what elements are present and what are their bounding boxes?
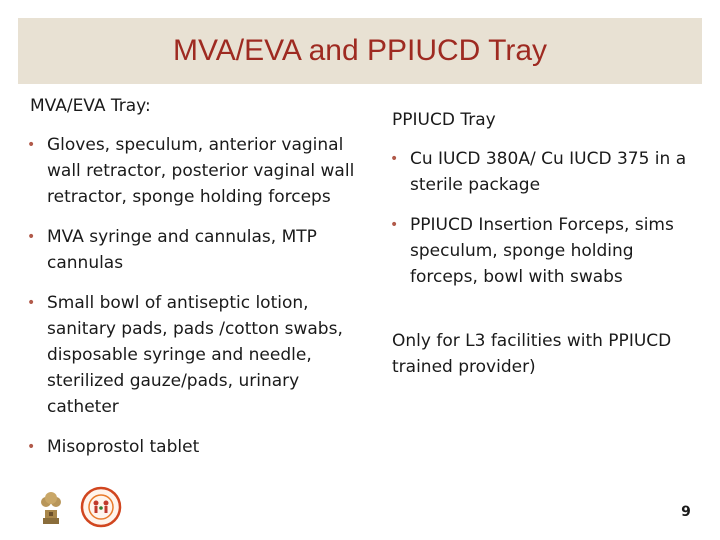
list-item-text: Small bowl of antiseptic lotion, sanitary pads, pads /cotton swabs, disposable syringe and needle, sterilized gauze/pads, urinary catheter <box>47 293 343 417</box>
mva-eva-item-list <box>27 132 367 460</box>
list-item <box>390 212 706 290</box>
list-item-text: Cu IUCD 380A/ Cu IUCD 375 in a sterile package <box>410 149 687 195</box>
list-item <box>27 132 367 210</box>
bullet-icon: • <box>390 217 399 233</box>
bullet-icon: • <box>27 439 36 455</box>
bullet-icon: • <box>390 151 399 167</box>
list-item-text: PPIUCD Insertion Forceps, sims speculum, sponge holding forceps, bowl with swabs <box>410 215 674 287</box>
slide-title: MVA/EVA and PPIUCD Tray <box>172 34 548 67</box>
bullet-icon: • <box>27 137 36 153</box>
list-item <box>27 224 367 276</box>
page-number: 9 <box>681 504 691 520</box>
bullet-icon: • <box>27 229 36 245</box>
list-item-text: Gloves, speculum, anterior vaginal wall retractor, posterior vaginal wall retractor, sponge holding forceps <box>47 135 355 207</box>
mva-eva-tray-heading: MVA/EVA Tray: <box>30 96 151 116</box>
list-item-text: MVA syringe and cannulas, MTP cannulas <box>47 227 317 273</box>
bullet-icon: • <box>27 295 36 311</box>
title-band <box>18 18 702 84</box>
list-item <box>27 434 367 460</box>
list-item <box>27 290 367 420</box>
national-health-mission-logo <box>74 486 128 528</box>
list-item-text: Misoprostol tablet <box>47 437 200 457</box>
ppiucd-item-list <box>390 146 706 290</box>
list-item <box>390 146 706 198</box>
ppiucd-facility-note: Only for L3 facilities with PPIUCD trained provider) <box>392 331 672 377</box>
national-emblem-logo <box>38 488 64 526</box>
ppiucd-tray-heading: PPIUCD Tray <box>392 110 496 130</box>
